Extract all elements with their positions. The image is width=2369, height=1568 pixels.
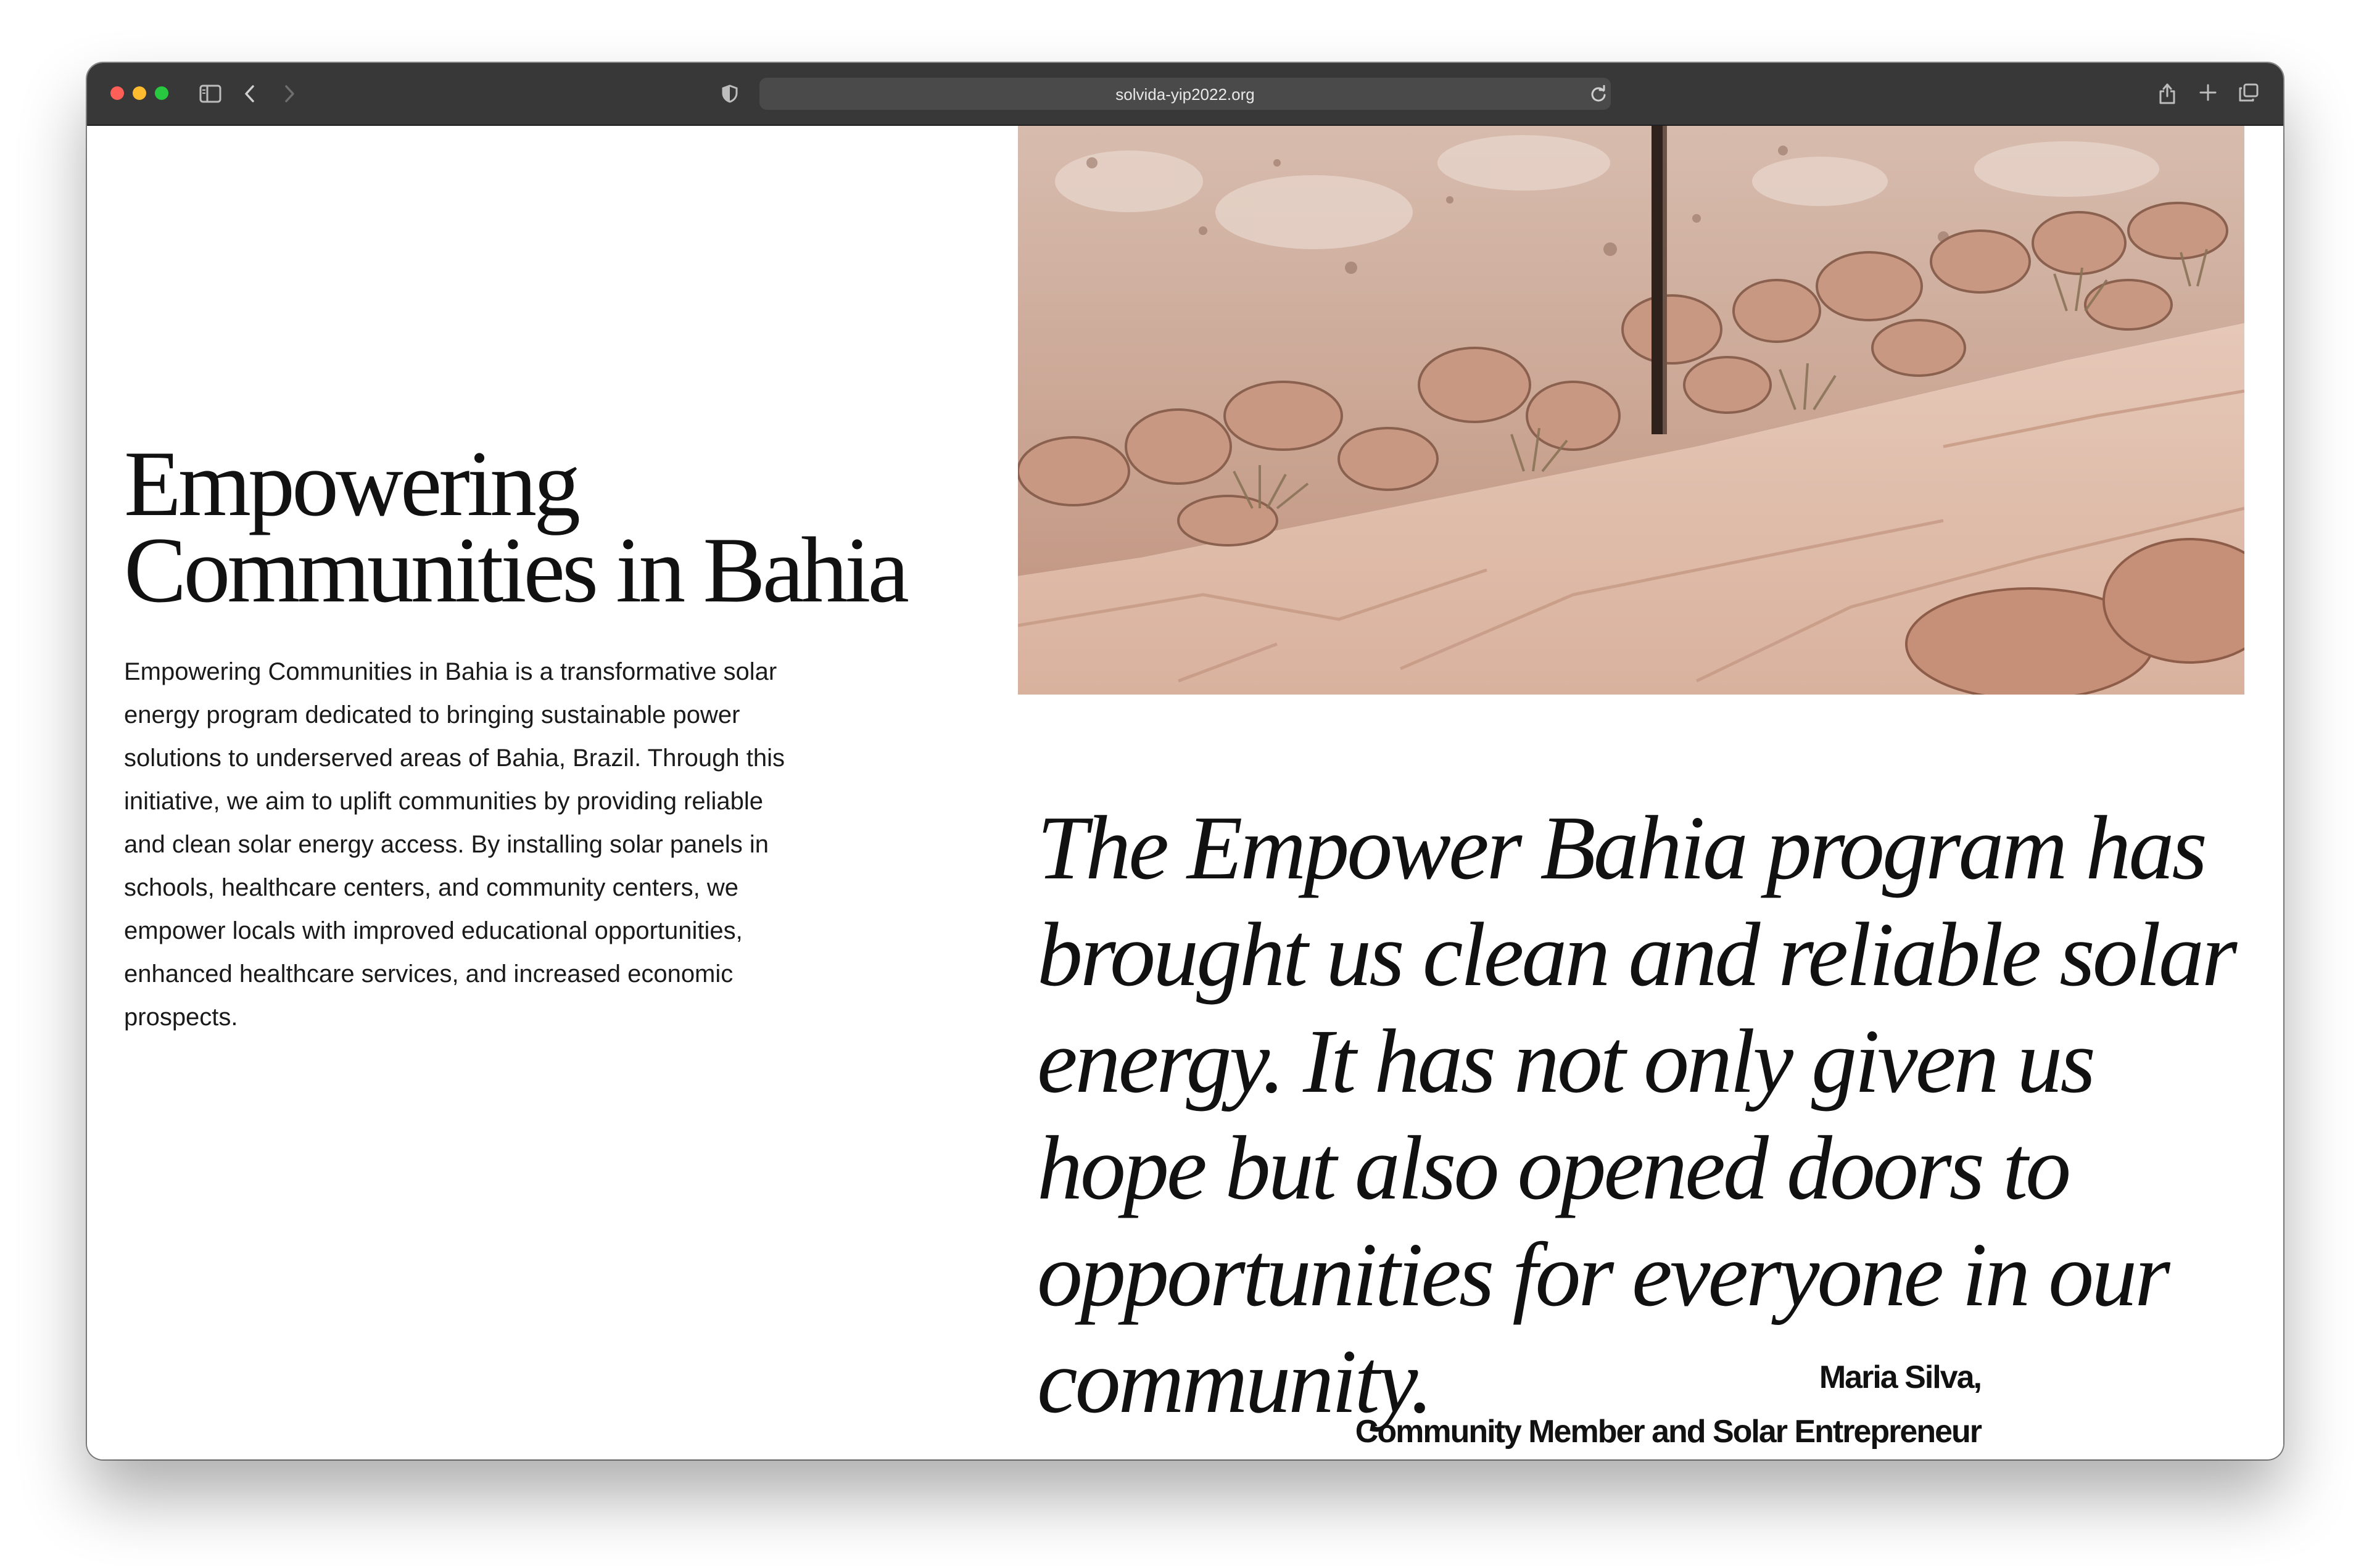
browser-toolbar: [87, 63, 2283, 126]
program-description: Empowering Communities in Bahia is a transformative solar energy program dedicated to bringing sustainable power solutions to underserved areas of Bahia, Brazil. Through this initiative, we aim to uplift communities by providing reliable and clean solar energy access. By installing solar panels in schools, healthcare centers, and community centers, we empower locals with improved educational opportunities, enhanced healthcare services, and increased economic prospects.: [124, 658, 785, 1031]
browser-window: [87, 63, 2283, 1459]
zoom-window-button[interactable]: [155, 86, 168, 100]
back-icon[interactable]: [238, 81, 262, 106]
page-title-line-1: Empowering: [124, 432, 578, 535]
forward-icon[interactable]: [277, 81, 302, 106]
hero-photo: [1018, 126, 2244, 695]
plus-icon[interactable]: [2196, 80, 2220, 105]
sidebar-icon[interactable]: [198, 83, 223, 105]
testimonial-attribution: [1037, 1350, 1981, 1459]
page-title: [124, 432, 926, 622]
tabs-icon[interactable]: [2236, 80, 2261, 105]
page-title-line-2: Communities in Bahia: [124, 518, 906, 622]
attribution-name: Maria Silva,: [1819, 1360, 1981, 1395]
reload-icon[interactable]: [1586, 81, 1611, 106]
stone-wall-image: [1018, 126, 2244, 695]
url-text: solvida-yip2022.org: [1115, 85, 1255, 104]
attribution-role: Community Member and Solar Entrepreneur: [1355, 1414, 1981, 1450]
address-bar[interactable]: [759, 78, 1611, 110]
page-content: [87, 126, 2283, 1459]
minimize-window-button[interactable]: [133, 86, 146, 100]
share-icon[interactable]: [2155, 79, 2180, 107]
shield-icon[interactable]: [717, 81, 742, 106]
testimonial-quote: The Empower Bahia program has brought us clean and reliable solar energy. It has not only given us hope but also opened doors to opportunities for everyone in our community.: [1037, 798, 2235, 1432]
close-window-button[interactable]: [110, 86, 124, 100]
